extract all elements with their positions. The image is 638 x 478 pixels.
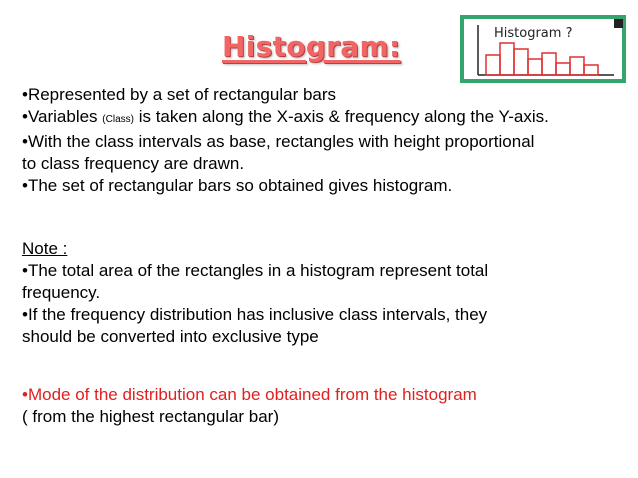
bullet-variables-class: (Class) bbox=[102, 114, 134, 125]
bullet-intervals-line2: to class frequency are drawn. bbox=[22, 154, 245, 173]
bullet-histogram: •The set of rectangular bars so obtained gives histogram. bbox=[22, 176, 453, 195]
corner-mark-icon bbox=[614, 19, 623, 28]
mode-section bbox=[22, 384, 477, 428]
mode-line2: ( from the highest rectangular bar) bbox=[22, 407, 280, 426]
note-area-line1: •The total area of the rectangles in a histogram represent total bbox=[22, 261, 489, 280]
slide-title: Histogram: bbox=[222, 30, 401, 63]
bullet-intervals-line1: •With the class intervals as base, rectangles with height proportional bbox=[22, 132, 535, 151]
note-inclusive-line1: •If the frequency distribution has inclusive class intervals, they bbox=[22, 305, 488, 324]
mode-line1: •Mode of the distribution can be obtained from the histogram bbox=[22, 385, 477, 404]
bullet-variables-rest: is taken along the X-axis & frequency along the Y-axis. bbox=[133, 107, 549, 126]
histogram-logo bbox=[460, 15, 626, 83]
bullet-variables-prefix: •Variables bbox=[22, 107, 103, 126]
bullet-list bbox=[22, 84, 549, 197]
note-heading: Note : bbox=[22, 239, 68, 258]
logo-label: Histogram ? bbox=[494, 26, 573, 41]
note-area-line2: frequency. bbox=[22, 283, 101, 302]
note-section bbox=[22, 238, 488, 348]
note-inclusive-line2: should be converted into exclusive type bbox=[22, 327, 319, 346]
bullet-variables bbox=[22, 106, 549, 131]
bullet-bars: •Represented by a set of rectangular bars bbox=[22, 85, 337, 104]
